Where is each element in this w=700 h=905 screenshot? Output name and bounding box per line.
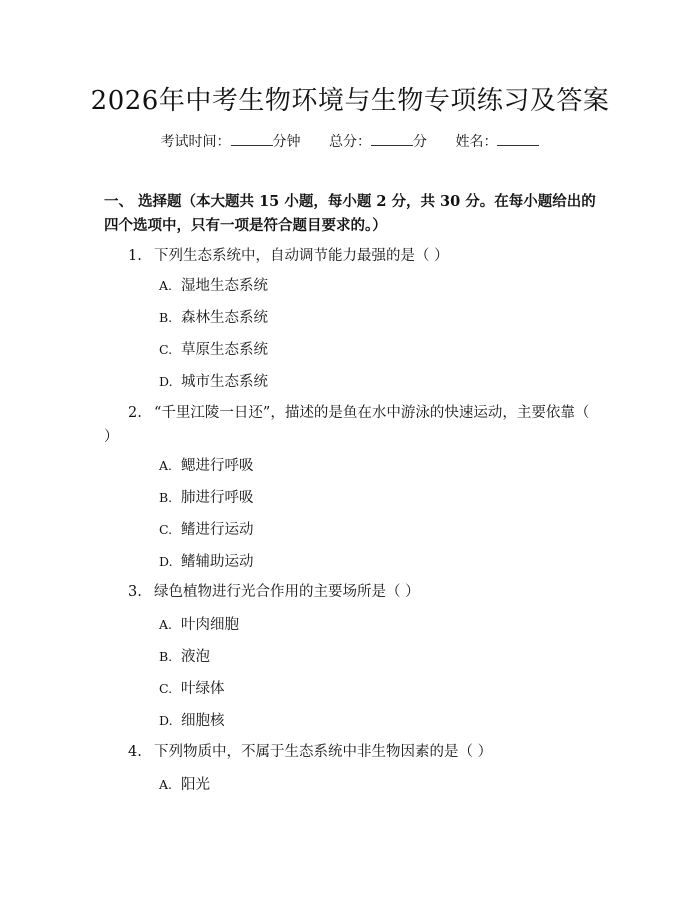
- option-3b: [159, 647, 210, 667]
- question-3: [104, 580, 599, 604]
- exam-time: [161, 134, 301, 150]
- question-4: [104, 740, 599, 764]
- option-letter: A.: [159, 458, 173, 473]
- option-3c: [159, 679, 225, 699]
- exam-time-unit: 分钟: [272, 134, 301, 150]
- option-2a: [159, 456, 254, 476]
- section-heading: 一、 选择题（本大题共 15 小题，每小题 2 分，共 30 分。在每小题给出的四个选项中，只有一项是符合题目要求的。）: [104, 193, 596, 234]
- option-letter: D.: [159, 374, 173, 389]
- option-1d: [159, 372, 268, 392]
- option-letter: B.: [159, 310, 173, 325]
- option-4a: [159, 775, 210, 795]
- option-letter: C.: [159, 522, 173, 537]
- option-text: 细胞核: [181, 713, 225, 729]
- option-letter: C.: [159, 681, 173, 696]
- option-text: 城市生态系统: [181, 374, 268, 390]
- question-stem: “千里江陵一日还”，描述的是鱼在水中游泳的快速运动，主要依靠（ ）: [104, 405, 590, 445]
- option-text: 草原生态系统: [181, 342, 268, 358]
- question-number: 1.: [128, 248, 142, 264]
- question-stem: 下列物质中，不属于生态系统中非生物因素的是（ ）: [154, 744, 493, 760]
- total-score-label: 总分：: [329, 134, 371, 150]
- total-score: [329, 134, 427, 150]
- option-letter: B.: [159, 490, 173, 505]
- option-text: 鳍辅助运动: [181, 554, 254, 570]
- option-letter: B.: [159, 649, 173, 664]
- question-1: [104, 244, 599, 268]
- option-text: 叶绿体: [181, 681, 225, 697]
- question-2: [104, 401, 599, 449]
- option-3d: [159, 711, 225, 731]
- student-name-blank: [497, 133, 539, 146]
- option-letter: A.: [159, 278, 173, 293]
- option-text: 湿地生态系统: [181, 278, 268, 294]
- student-name: [455, 134, 539, 150]
- option-letter: A.: [159, 617, 173, 632]
- question-number: 4.: [128, 744, 142, 760]
- option-text: 鳃进行呼吸: [181, 458, 254, 474]
- option-1b: [159, 308, 268, 328]
- option-letter: A.: [159, 777, 173, 792]
- option-2d: [159, 552, 254, 572]
- option-text: 鳍进行运动: [181, 522, 254, 538]
- question-number: 2.: [128, 405, 142, 421]
- option-text: 肺进行呼吸: [181, 490, 254, 506]
- exam-time-blank: [231, 133, 273, 146]
- option-letter: D.: [159, 713, 173, 728]
- option-2c: [159, 520, 254, 540]
- total-score-blank: [371, 133, 413, 146]
- option-letter: C.: [159, 342, 173, 357]
- page-title: 2026年中考生物环境与生物专项练习及答案: [90, 86, 610, 116]
- option-text: 叶肉细胞: [181, 617, 239, 633]
- exam-info-line: [0, 131, 700, 151]
- option-text: 阳光: [181, 777, 210, 793]
- option-1c: [159, 340, 268, 360]
- question-stem: 绿色植物进行光合作用的主要场所是（ ）: [154, 584, 420, 600]
- option-letter: D.: [159, 554, 173, 569]
- option-text: 液泡: [181, 649, 210, 665]
- question-number: 3.: [128, 584, 142, 600]
- option-1a: [159, 276, 268, 296]
- student-name-label: 姓名：: [455, 134, 498, 150]
- question-stem: 下列生态系统中，自动调节能力最强的是（ ）: [154, 248, 449, 264]
- option-3a: [159, 615, 239, 635]
- option-2b: [159, 488, 254, 508]
- exam-time-label: 考试时间：: [160, 134, 231, 150]
- option-text: 森林生态系统: [181, 310, 268, 326]
- total-score-unit: 分: [413, 134, 427, 150]
